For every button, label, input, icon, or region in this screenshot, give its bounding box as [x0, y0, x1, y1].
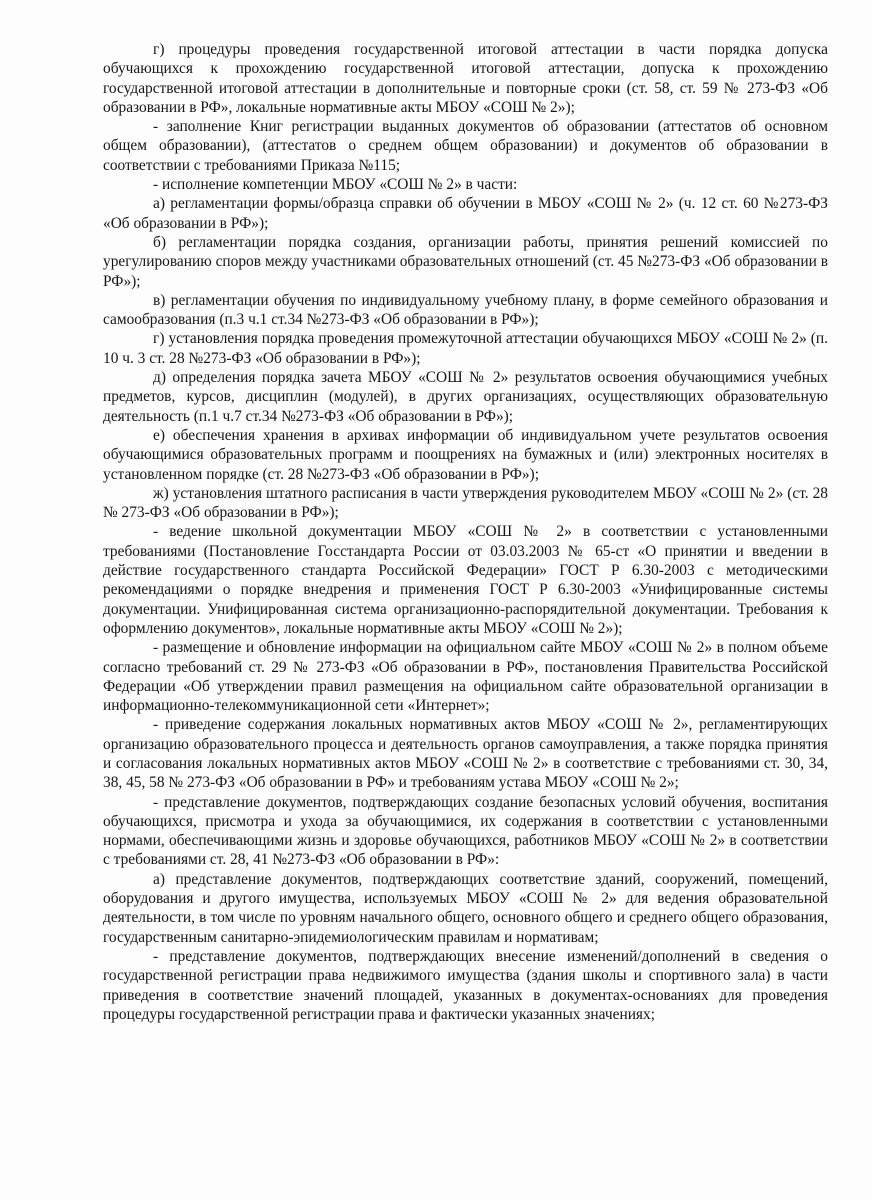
paragraph-item-e-archive-storage: е) обеспечения хранения в архивах информации об индивидуальном учете результатов освоения обучающимися образовательных программ и поощрениях на бумажных и (или) электронных носителях в установленном порядке (ст. 28 №273-ФЗ «Об образовании в РФ»);: [103, 426, 828, 483]
paragraph-safe-conditions: - представление документов, подтверждающих создание безопасных условий обучения, воспитания обучающихся, присмотра и ухода за обучающимися, их содержания в соответствии с установленными нормами, обеспечивающими жизнь и здоровье обучающихся, работников МБОУ «СОШ № 2» в соответствии с требованиями ст. 28, 41 №273-ФЗ «Об образовании в РФ»:: [103, 793, 828, 869]
paragraph-item-a-buildings-compliance: а) представление документов, подтверждающих соответствие зданий, сооружений, помещений, оборудования и другого имущества, используемых МБОУ «СОШ № 2» для ведения образовательной деятельности, в том числе по уровням начального общего, основного общего и среднего общего образования, государственным санитарно-эпидемиологическим правилам и нормативам;: [103, 870, 828, 946]
paragraph-registration-books: - заполнение Книг регистрации выданных документов об образовании (аттестатов об основном общем образовании), (аттестатов о среднем общем образовании) и документов об образовании в соответствии с требованиями Приказа №115;: [103, 118, 828, 174]
paragraph-property-registration: - представление документов, подтверждающих внесение изменений/дополнений в сведения о государственной регистрации права недвижимого имущества (здания школы и спортивного зала) в части приведения в соответствие значений площадей, указанных в документах-основаниях для проведения процедуры государственной регистрации права и фактически указанных значениях;: [103, 947, 828, 1023]
paragraph-item-zh-staff-schedule: ж) установления штатного расписания в части утверждения руководителем МБОУ «СОШ № 2» (ст. 28 № 273-ФЗ «Об образовании в РФ»);: [103, 484, 828, 522]
paragraph-local-acts: - приведение содержания локальных нормативных актов МБОУ «СОШ № 2», регламентирующих организацию образовательного процесса и деятельность органов самоуправления, а также порядка принятия и согласования локальных нормативных актов МБОУ «СОШ № 2» в соответствие с требованиями ст. 30, 34, 38, 45, 58 № 273-ФЗ «Об образовании в РФ» и требованиям устава МБОУ «СОШ № 2»;: [103, 716, 828, 792]
paragraph-competence-intro: - исполнение компетенции МБОУ «СОШ № 2» в части:: [153, 176, 518, 194]
document-body: [103, 40, 828, 1024]
paragraph-item-a-certificate-form: а) регламентации формы/образца справки об обучении в МБОУ «СОШ № 2» (ч. 12 ст. 60 №273-ФЗ «Об образовании в РФ»);: [103, 195, 828, 232]
paragraph-school-documentation: - ведение школьной документации МБОУ «СОШ № 2» в соответствии с установленными требованиями (Постановление Госстандарта России от 03.03.2003 № 65-ст «О принятии и введении в действие государственного стандарта Российской Федерации» ГОСТ Р 6.30-2003 с методическими рекомендациями о порядке внедрения и применения ГОСТ Р 6.30-2003 «Унифицированные системы документации. Унифицированная система организационно-распорядительной документации. Требования к оформлению документов», локальные нормативные акты МБОУ «СОШ № 2»);: [103, 523, 828, 637]
paragraph-item-v-individual-plan: в) регламентации обучения по индивидуальному учебному плану, в форме семейного образования и самообразования (п.3 ч.1 ст.34 №273-ФЗ «Об образовании в РФ»);: [103, 291, 828, 329]
paragraph-item-g-intermediate-attestation: г) установления порядка проведения промежуточной аттестации обучающихся МБОУ «СОШ № 2» (п. 10 ч. 3 ст. 28 №273-ФЗ «Об образовании в РФ»);: [103, 330, 828, 367]
paragraph-website-information: - размещение и обновление информации на официальном сайте МБОУ «СОШ № 2» в полном объеме согласно требований ст. 29 № 273-ФЗ «Об образовании в РФ», постановления Правительства Российской Федерации «Об утверждении правил размещения на официальном сайте образовательной организации в информационно-телекоммуникационной сети «Интернет»;: [103, 639, 828, 715]
paragraph-item-b-disputes-commission: б) регламентации порядка создания, организации работы, принятия решений комиссией по урегулированию споров между участниками образовательных отношений (ст. 45 №273-ФЗ «Об образовании в РФ»);: [103, 233, 828, 290]
paragraph-item-d-credit-results: д) определения порядка зачета МБОУ «СОШ № 2» результатов освоения обучающимися учебных предметов, курсов, дисциплин (модулей), в других организациях, осуществляющих образовательную деятельность (п.1 ч.7 ст.34 №273-ФЗ «Об образовании в РФ»);: [103, 369, 828, 425]
paragraph-gia-procedures: г) процедуры проведения государственной итоговой аттестации в части порядка допуска обучающихся к прохождению государственной итоговой аттестации, допуска к прохождению государственной итоговой аттестации в дополнительные и повторные сроки (ст. 58, ст. 59 № 273-ФЗ «Об образовании в РФ», локальные нормативные акты МБОУ «СОШ № 2»);: [103, 41, 828, 116]
